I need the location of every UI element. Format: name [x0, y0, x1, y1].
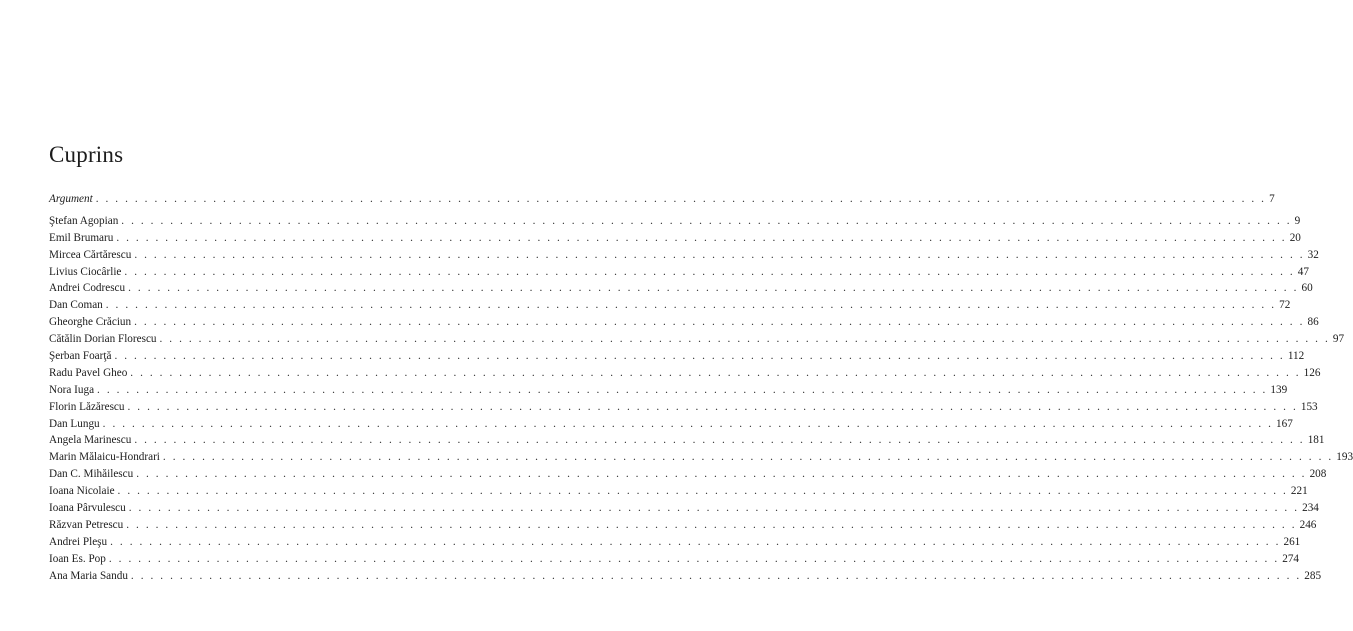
toc-entry-page-number: 72: [1279, 299, 1291, 312]
toc-entry-page-number: 7: [1269, 193, 1275, 205]
toc-entry: [49, 551, 1300, 568]
dot-leader: . . . . . . . . . . . . . . . . . . . . . . . . . . . . . . . . . . . . . . . . . . . . . . . . . . . . . . . . . . . . . . . . . . . . . . . . . . . . . . . . . . . . . . . . . . . . . . . . . . . . . . . . . . . . . . . . . . . . . . . .: [128, 282, 1299, 295]
dot-leader: . . . . . . . . . . . . . . . . . . . . . . . . . . . . . . . . . . . . . . . . . . . . . . . . . . . . . . . . . . . . . . . . . . . . . . . . . . . . . . . . . . . . . . . . . . . . . . . . . . . . . . . . . . . . . . . . . . . . . . . .: [95, 193, 1267, 205]
toc-entry-name: Ioana Pârvulescu: [49, 502, 126, 515]
dot-leader: . . . . . . . . . . . . . . . . . . . . . . . . . . . . . . . . . . . . . . . . . . . . . . . . . . . . . . . . . . . . . . . . . . . . . . . . . . . . . . . . . . . . . . . . . . . . . . . . . . . . . . . . . . . . . . . . . . . . . . . .: [102, 417, 1274, 430]
toc-entry-page-number: 9: [1294, 214, 1301, 227]
toc-entry: [49, 432, 1325, 449]
toc-entry: [49, 247, 1319, 264]
toc-entry-name: Nora Iuga: [49, 383, 95, 396]
toc-entry: [49, 416, 1293, 433]
toc-entry-page-number: 126: [1303, 366, 1321, 379]
toc-entry-page-number: 274: [1282, 552, 1300, 565]
dot-leader: . . . . . . . . . . . . . . . . . . . . . . . . . . . . . . . . . . . . . . . . . . . . . . . . . . . . . . . . . . . . . . . . . . . . . . . . . . . . . . . . . . . . . . . . . . . . . . . . . . . . . . . . . . . . . . . . . . . . . . . .: [97, 383, 1268, 396]
toc-entry-name: Ana Maria Sandu: [49, 569, 128, 582]
toc-entry-name: Radu Pavel Gheo: [49, 366, 128, 379]
dot-leader: . . . . . . . . . . . . . . . . . . . . . . . . . . . . . . . . . . . . . . . . . . . . . . . . . . . . . . . . . . . . . . . . . . . . . . . . . . . . . . . . . . . . . . . . . . . . . . . . . . . . . . . . . . . . . . . . . . . . . . . .: [134, 248, 1305, 261]
toc-entry: [49, 466, 1327, 483]
dot-leader: . . . . . . . . . . . . . . . . . . . . . . . . . . . . . . . . . . . . . . . . . . . . . . . . . . . . . . . . . . . . . . . . . . . . . . . . . . . . . . . . . . . . . . . . . . . . . . . . . . . . . . . . . . . . . . . . . . . . . . . .: [130, 366, 1301, 379]
toc-entry: [49, 382, 1288, 399]
dot-leader: . . . . . . . . . . . . . . . . . . . . . . . . . . . . . . . . . . . . . . . . . . . . . . . . . . . . . . . . . . . . . . . . . . . . . . . . . . . . . . . . . . . . . . . . . . . . . . . . . . . . . . . . . . . . . . . . . . . . . . . .: [130, 569, 1302, 582]
toc-entry: [49, 534, 1301, 551]
toc-entry-page-number: 153: [1300, 400, 1318, 413]
dot-leader: . . . . . . . . . . . . . . . . . . . . . . . . . . . . . . . . . . . . . . . . . . . . . . . . . . . . . . . . . . . . . . . . . . . . . . . . . . . . . . . . . . . . . . . . . . . . . . . . . . . . . . . . . . . . . . . . . . . . . . . .: [116, 231, 1287, 244]
toc-entry: [49, 264, 1309, 281]
toc-entry-name: Gheorghe Crăciun: [49, 316, 132, 329]
toc-entry-name: Emil Brumaru: [49, 231, 114, 244]
page-title: Cuprins: [49, 142, 124, 167]
toc-entry-page-number: 246: [1299, 518, 1317, 531]
toc-entry: [49, 365, 1321, 382]
toc-entry-name: Florin Lăzărescu: [49, 400, 125, 413]
toc-entry-page-number: 97: [1332, 333, 1345, 346]
toc-entry-name: Argument: [49, 193, 93, 205]
toc-entry: [49, 449, 1353, 466]
toc-entry-name: Marin Mălaicu-Hondrari: [49, 451, 160, 464]
toc-entry-page-number: 285: [1304, 569, 1322, 582]
toc-entry: [49, 483, 1308, 500]
toc-entry-page-number: 181: [1307, 434, 1325, 447]
toc-entry: [49, 297, 1291, 314]
dot-leader: . . . . . . . . . . . . . . . . . . . . . . . . . . . . . . . . . . . . . . . . . . . . . . . . . . . . . . . . . . . . . . . . . . . . . . . . . . . . . . . . . . . . . . . . . . . . . . . . . . . . . . . . . . . . . . . . . . . . . . . .: [124, 265, 1295, 278]
toc-entry-page-number: 86: [1307, 316, 1319, 329]
toc-entry-name: Răzvan Petrescu: [49, 518, 124, 531]
toc-entry: [49, 191, 1275, 208]
toc-entry-name: Ioan Es. Pop: [49, 552, 106, 565]
toc-entry-name: Dan Lungu: [49, 417, 100, 430]
dot-leader: . . . . . . . . . . . . . . . . . . . . . . . . . . . . . . . . . . . . . . . . . . . . . . . . . . . . . . . . . . . . . . . . . . . . . . . . . . . . . . . . . . . . . . . . . . . . . . . . . . . . . . . . . . . . . . . . . . . . . . . .: [127, 400, 1298, 413]
toc-entry-name: Dan C. Mihăilescu: [49, 468, 134, 481]
toc-entry-page-number: 32: [1307, 248, 1319, 261]
dot-leader: . . . . . . . . . . . . . . . . . . . . . . . . . . . . . . . . . . . . . . . . . . . . . . . . . . . . . . . . . . . . . . . . . . . . . . . . . . . . . . . . . . . . . . . . . . . . . . . . . . . . . . . . . . . . . . . . . . . . . . . .: [117, 485, 1288, 498]
dot-leader: . . . . . . . . . . . . . . . . . . . . . . . . . . . . . . . . . . . . . . . . . . . . . . . . . . . . . . . . . . . . . . . . . . . . . . . . . . . . . . . . . . . . . . . . . . . . . . . . . . . . . . . . . . . . . . . . . . . . . . . .: [136, 468, 1307, 481]
toc-entry-name: Ştefan Agopian: [49, 214, 119, 227]
toc-entry: [49, 568, 1322, 585]
toc-entry: [49, 517, 1317, 534]
toc-entry: [49, 314, 1319, 331]
toc-entry-page-number: 234: [1302, 502, 1319, 515]
toc-entry-name: Andrei Codrescu: [49, 282, 126, 295]
table-of-contents: [49, 191, 1353, 584]
toc-entry: [49, 399, 1318, 416]
toc-entry-page-number: 60: [1301, 282, 1313, 295]
toc-entry: [49, 213, 1301, 230]
dot-leader: . . . . . . . . . . . . . . . . . . . . . . . . . . . . . . . . . . . . . . . . . . . . . . . . . . . . . . . . . . . . . . . . . . . . . . . . . . . . . . . . . . . . . . . . . . . . . . . . . . . . . . . . . . . . . . . . . . . . . . . .: [114, 350, 1285, 363]
toc-entry-name: Andrei Pleşu: [49, 535, 108, 548]
dot-leader: . . . . . . . . . . . . . . . . . . . . . . . . . . . . . . . . . . . . . . . . . . . . . . . . . . . . . . . . . . . . . . . . . . . . . . . . . . . . . . . . . . . . . . . . . . . . . . . . . . . . . . . . . . . . . . . . . . . . . . . .: [162, 451, 1334, 464]
toc-entry-page-number: 208: [1309, 468, 1327, 481]
dot-leader: . . . . . . . . . . . . . . . . . . . . . . . . . . . . . . . . . . . . . . . . . . . . . . . . . . . . . . . . . . . . . . . . . . . . . . . . . . . . . . . . . . . . . . . . . . . . . . . . . . . . . . . . . . . . . . . . . . . . . . . .: [108, 552, 1280, 565]
toc-entry-page-number: 261: [1283, 535, 1301, 548]
toc-entry-name: Cătălin Dorian Florescu: [49, 333, 157, 346]
toc-entry-name: Angela Marinescu: [49, 434, 132, 447]
toc-entry-page-number: 193: [1336, 451, 1353, 464]
toc-entry-page-number: 20: [1289, 231, 1301, 244]
toc-entry: [49, 500, 1319, 517]
toc-entry: [49, 280, 1313, 297]
dot-leader: . . . . . . . . . . . . . . . . . . . . . . . . . . . . . . . . . . . . . . . . . . . . . . . . . . . . . . . . . . . . . . . . . . . . . . . . . . . . . . . . . . . . . . . . . . . . . . . . . . . . . . . . . . . . . . . . . . . . . . . .: [110, 535, 1281, 548]
toc-entry-page-number: 47: [1297, 265, 1309, 278]
toc-entry-page-number: 112: [1287, 350, 1305, 363]
toc-entry-name: Dan Coman: [49, 299, 103, 312]
dot-leader: . . . . . . . . . . . . . . . . . . . . . . . . . . . . . . . . . . . . . . . . . . . . . . . . . . . . . . . . . . . . . . . . . . . . . . . . . . . . . . . . . . . . . . . . . . . . . . . . . . . . . . . . . . . . . . . . . . . . . . . .: [105, 299, 1277, 312]
toc-entry-name: Livius Ciocârlie: [49, 265, 122, 278]
dot-leader: . . . . . . . . . . . . . . . . . . . . . . . . . . . . . . . . . . . . . . . . . . . . . . . . . . . . . . . . . . . . . . . . . . . . . . . . . . . . . . . . . . . . . . . . . . . . . . . . . . . . . . . . . . . . . . . . . . . . . . . .: [134, 316, 1305, 329]
toc-entry: [49, 348, 1305, 365]
dot-leader: . . . . . . . . . . . . . . . . . . . . . . . . . . . . . . . . . . . . . . . . . . . . . . . . . . . . . . . . . . . . . . . . . . . . . . . . . . . . . . . . . . . . . . . . . . . . . . . . . . . . . . . . . . . . . . . . . . . . . . . .: [121, 214, 1292, 227]
toc-entry: [49, 230, 1301, 247]
dot-leader: . . . . . . . . . . . . . . . . . . . . . . . . . . . . . . . . . . . . . . . . . . . . . . . . . . . . . . . . . . . . . . . . . . . . . . . . . . . . . . . . . . . . . . . . . . . . . . . . . . . . . . . . . . . . . . . . . . . . . . . .: [159, 333, 1330, 346]
dot-leader: . . . . . . . . . . . . . . . . . . . . . . . . . . . . . . . . . . . . . . . . . . . . . . . . . . . . . . . . . . . . . . . . . . . . . . . . . . . . . . . . . . . . . . . . . . . . . . . . . . . . . . . . . . . . . . . . . . . . . . . .: [126, 518, 1297, 531]
toc-entry-page-number: 167: [1276, 417, 1293, 430]
toc-entry-name: Mircea Cărtărescu: [49, 248, 132, 261]
toc-entry-name: Şerban Foarţă: [49, 350, 112, 363]
toc-entry: [49, 331, 1345, 348]
dot-leader: . . . . . . . . . . . . . . . . . . . . . . . . . . . . . . . . . . . . . . . . . . . . . . . . . . . . . . . . . . . . . . . . . . . . . . . . . . . . . . . . . . . . . . . . . . . . . . . . . . . . . . . . . . . . . . . . . . . . . . . .: [128, 502, 1300, 515]
toc-entry-name: Ioana Nicolaie: [49, 485, 115, 498]
toc-entry-page-number: 139: [1270, 383, 1288, 396]
toc-entry-page-number: 221: [1290, 485, 1308, 498]
dot-leader: . . . . . . . . . . . . . . . . . . . . . . . . . . . . . . . . . . . . . . . . . . . . . . . . . . . . . . . . . . . . . . . . . . . . . . . . . . . . . . . . . . . . . . . . . . . . . . . . . . . . . . . . . . . . . . . . . . . . . . . .: [134, 434, 1305, 447]
